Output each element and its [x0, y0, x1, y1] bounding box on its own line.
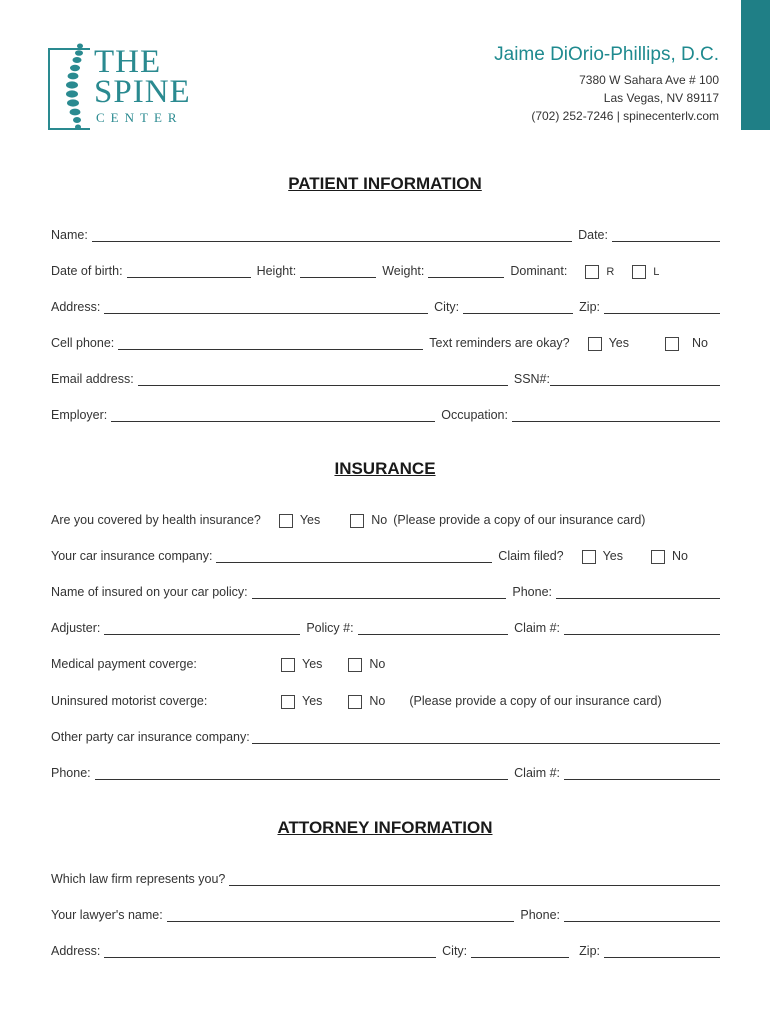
dominant-label: Dominant: — [510, 264, 568, 278]
spine-icon — [58, 40, 88, 134]
adjuster-claim-label: Claim #: — [514, 621, 560, 635]
med-pay-no-label: No — [369, 657, 386, 671]
employer-label: Employer: — [51, 408, 108, 422]
claim-filed-label: Claim filed? — [498, 549, 564, 563]
name-field[interactable] — [92, 230, 572, 242]
dominant-r-checkbox[interactable] — [585, 265, 599, 279]
uninsured-label: Uninsured motorist coverge: — [51, 694, 208, 708]
text-no-checkbox[interactable] — [665, 337, 679, 351]
weight-label: Weight: — [382, 264, 425, 278]
height-label: Height: — [256, 264, 297, 278]
row-other-phone — [51, 762, 720, 780]
patient-info-heading: PATIENT INFORMATION — [288, 174, 482, 193]
row-adjuster — [51, 617, 720, 635]
other-claim-field[interactable] — [564, 768, 720, 780]
zip-label: Zip: — [579, 300, 600, 314]
adjuster-claim-field[interactable] — [564, 623, 720, 635]
city-label: City: — [434, 300, 460, 314]
attorney-city-label: City: — [442, 944, 468, 958]
med-pay-label: Medical payment coverge: — [51, 657, 197, 671]
attorney-city-field[interactable] — [471, 946, 569, 958]
row-lawyer-name — [51, 904, 720, 922]
row-insured-name — [51, 581, 720, 599]
covered-yes-checkbox[interactable] — [279, 514, 293, 528]
row-uninsured — [51, 690, 720, 708]
row-med-pay — [51, 653, 720, 671]
row-dob — [51, 260, 720, 278]
spine-center-logo — [48, 40, 208, 134]
med-pay-yes-checkbox[interactable] — [281, 658, 295, 672]
zip-field[interactable] — [604, 302, 720, 314]
text-yes-checkbox[interactable] — [588, 337, 602, 351]
attorney-address-label: Address: — [51, 944, 101, 958]
adjuster-field[interactable] — [104, 623, 300, 635]
text-yes-label: Yes — [608, 336, 630, 350]
dominant-l-label: L — [653, 266, 660, 278]
policy-field[interactable] — [358, 623, 509, 635]
other-phone-label: Phone: — [51, 766, 91, 780]
claim-filed-no-checkbox[interactable] — [651, 550, 665, 564]
dob-label: Date of birth: — [51, 264, 123, 278]
email-label: Email address: — [51, 372, 134, 386]
row-car-company — [51, 545, 720, 563]
logo-text-center: CENTER — [96, 110, 183, 125]
lawyer-phone-label: Phone: — [520, 908, 560, 922]
claim-filed-yes-label: Yes — [602, 549, 624, 563]
contact-line: (702) 252-7246 | spinecenterlv.com — [531, 109, 719, 123]
occupation-field[interactable] — [512, 410, 720, 422]
name-label: Name: — [51, 228, 88, 242]
date-field[interactable] — [612, 230, 720, 242]
uninsured-no-label: No — [369, 694, 386, 708]
row-cell — [51, 332, 720, 350]
doctor-name: Jaime DiOrio-Phillips, D.C. — [494, 44, 719, 65]
claim-filed-no-label: No — [672, 549, 688, 563]
claim-filed-yes-checkbox[interactable] — [582, 550, 596, 564]
row-law-firm — [51, 868, 720, 886]
car-company-label: Your car insurance company: — [51, 549, 213, 563]
insured-phone-label: Phone: — [512, 585, 552, 599]
logo-text-spine: SPINE — [94, 74, 191, 110]
address-label: Address: — [51, 300, 101, 314]
row-employer — [51, 404, 720, 422]
row-address — [51, 296, 720, 314]
weight-field[interactable] — [428, 266, 504, 278]
occupation-label: Occupation: — [441, 408, 508, 422]
other-party-field[interactable] — [252, 732, 720, 744]
insured-phone-field[interactable] — [556, 587, 720, 599]
employer-field[interactable] — [111, 410, 435, 422]
attorney-zip-field[interactable] — [604, 946, 720, 958]
insured-name-field[interactable] — [252, 587, 507, 599]
corner-tab — [741, 0, 770, 130]
row-name-date — [51, 224, 720, 242]
law-firm-label: Which law firm represents you? — [51, 872, 226, 886]
dominant-l-checkbox[interactable] — [632, 265, 646, 279]
ssn-label: SSN#: — [513, 372, 550, 386]
dominant-r-label: R — [606, 266, 615, 278]
lawyer-name-label: Your lawyer's name: — [51, 908, 163, 922]
med-pay-no-checkbox[interactable] — [348, 658, 362, 672]
ssn-field[interactable] — [550, 374, 720, 386]
row-covered — [51, 509, 720, 527]
dob-field[interactable] — [127, 266, 251, 278]
med-pay-yes-label: Yes — [302, 657, 323, 671]
date-label: Date: — [578, 228, 608, 242]
other-claim-label: Claim #: — [514, 766, 560, 780]
covered-card-note: (Please provide a copy of our insurance card) — [393, 513, 646, 527]
insured-name-label: Name of insured on your car policy: — [51, 585, 248, 599]
policy-label: Policy #: — [306, 621, 354, 635]
uninsured-card-note: (Please provide a copy of our insurance card) — [409, 694, 662, 708]
covered-no-checkbox[interactable] — [350, 514, 364, 528]
address-field[interactable] — [104, 302, 428, 314]
height-field[interactable] — [300, 266, 376, 278]
covered-yes-label: Yes — [299, 513, 321, 527]
law-firm-field[interactable] — [229, 874, 720, 886]
logo-text-the: THE — [94, 44, 162, 80]
address-line-2: Las Vegas, NV 89117 — [603, 91, 719, 105]
lawyer-phone-field[interactable] — [564, 910, 720, 922]
lawyer-name-field[interactable] — [167, 910, 515, 922]
row-attorney-address — [51, 940, 720, 958]
attorney-zip-label: Zip: — [579, 944, 600, 958]
row-email — [51, 368, 720, 386]
row-other-party — [51, 726, 720, 744]
attorney-address-field[interactable] — [104, 946, 436, 958]
other-party-label: Other party car insurance company: — [51, 730, 250, 744]
email-field[interactable] — [138, 374, 508, 386]
covered-label: Are you covered by health insurance? — [51, 513, 261, 527]
insurance-heading: INSURANCE — [334, 459, 436, 478]
other-phone-field[interactable] — [95, 768, 509, 780]
uninsured-no-checkbox[interactable] — [348, 695, 362, 709]
covered-no-label: No — [371, 513, 388, 527]
address-line-1: 7380 W Sahara Ave # 100 — [579, 73, 719, 87]
attorney-heading: ATTORNEY INFORMATION — [277, 818, 493, 837]
cell-field[interactable] — [118, 338, 423, 350]
car-company-field[interactable] — [216, 551, 492, 563]
uninsured-yes-checkbox[interactable] — [281, 695, 295, 709]
city-field[interactable] — [463, 302, 573, 314]
adjuster-label: Adjuster: — [51, 621, 101, 635]
cell-label: Cell phone: — [51, 336, 115, 350]
uninsured-yes-label: Yes — [302, 694, 323, 708]
text-ok-label: Text reminders are okay? — [429, 336, 570, 350]
text-no-label: No — [692, 336, 708, 350]
